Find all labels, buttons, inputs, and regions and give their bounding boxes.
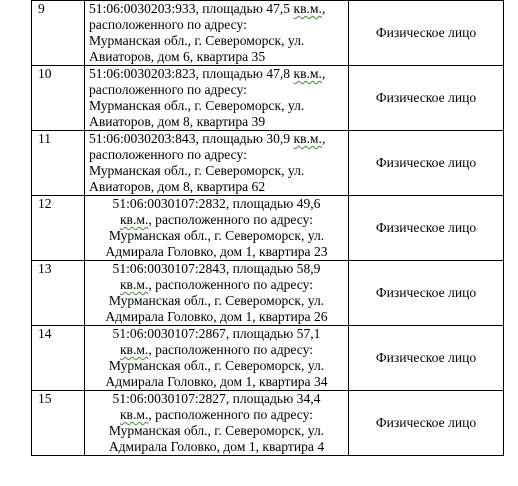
desc-line: расположенного по адресу:: [89, 82, 247, 97]
desc-line: Мурманская обл., г. Североморск, ул.: [89, 98, 305, 113]
property-description: [85, 391, 349, 456]
owner-type: Физическое лицо: [349, 391, 504, 456]
desc-line: Адмирала Головко, дом 1, квартира 23: [105, 244, 328, 259]
desc-line: Авиаторов, дом 8, квартира 62: [89, 179, 266, 194]
desc-line: Авиаторов, дом 8, квартира 39: [89, 114, 266, 129]
desc-line: Мурманская обл., г. Североморск, ул.: [108, 358, 325, 373]
owner-type: Физическое лицо: [349, 196, 504, 261]
row-number: 10: [32, 66, 85, 131]
table-row: [32, 391, 504, 456]
owner-type: Физическое лицо: [349, 66, 504, 131]
property-table: [31, 0, 504, 456]
desc-line: 51:06:0030107:2843, площадью 58,9: [112, 261, 321, 276]
desc-line: Адмирала Головко, дом 1, квартира 26: [105, 309, 328, 324]
desc-line: Мурманская обл., г. Североморск, ул.: [89, 163, 305, 178]
desc-line: расположенного по адресу:: [89, 17, 247, 32]
desc-line: 51:06:0030107:2832, площадью 49,6: [112, 196, 321, 211]
desc-line: 51:06:0030203:843, площадью 30,9 кв.м.,: [89, 131, 326, 146]
desc-line: 51:06:0030107:2827, площадью 34,4: [112, 391, 321, 406]
table-row: [32, 66, 504, 131]
desc-line: Мурманская обл., г. Североморск, ул.: [89, 33, 305, 48]
desc-line: кв.м., расположенного по адресу:: [119, 212, 314, 227]
row-number: 13: [32, 261, 85, 326]
row-number: 15: [32, 391, 85, 456]
row-number: 9: [32, 1, 85, 66]
owner-type: Физическое лицо: [349, 261, 504, 326]
desc-line: Мурманская обл., г. Североморск, ул.: [108, 228, 325, 243]
property-description: [85, 261, 349, 326]
owner-type: Физическое лицо: [349, 1, 504, 66]
desc-line: кв.м., расположенного по адресу:: [119, 277, 314, 292]
property-description: [85, 66, 349, 131]
desc-line: 51:06:0030107:2867, площадью 57,1: [112, 326, 321, 341]
row-number: 12: [32, 196, 85, 261]
table-row: [32, 326, 504, 391]
row-number: 11: [32, 131, 85, 196]
desc-line: Адмирала Головко, дом 1, квартира 34: [105, 374, 328, 389]
table-row: [32, 131, 504, 196]
property-description: [85, 131, 349, 196]
owner-type: Физическое лицо: [349, 326, 504, 391]
owner-type: Физическое лицо: [349, 131, 504, 196]
row-number: 14: [32, 326, 85, 391]
desc-line: кв.м., расположенного по адресу:: [119, 342, 314, 357]
desc-line: Мурманская обл., г. Североморск, ул.: [108, 293, 325, 308]
table-row: [32, 261, 504, 326]
table-row: [32, 1, 504, 66]
desc-line: кв.м., расположенного по адресу:: [119, 407, 314, 422]
desc-line: 51:06:0030203:933, площадью 47,5 кв.м.,: [89, 1, 326, 16]
property-description: [85, 326, 349, 391]
property-description: [85, 1, 349, 66]
property-description: [85, 196, 349, 261]
desc-line: Адмирала Головко, дом 1, квартира 4: [108, 439, 325, 454]
desc-line: расположенного по адресу:: [89, 147, 247, 162]
desc-line: 51:06:0030203:823, площадью 47,8 кв.м.,: [89, 66, 326, 81]
table-row: [32, 196, 504, 261]
desc-line: Авиаторов, дом 6, квартира 35: [89, 49, 266, 64]
desc-line: Мурманская обл., г. Североморск, ул.: [108, 423, 325, 438]
